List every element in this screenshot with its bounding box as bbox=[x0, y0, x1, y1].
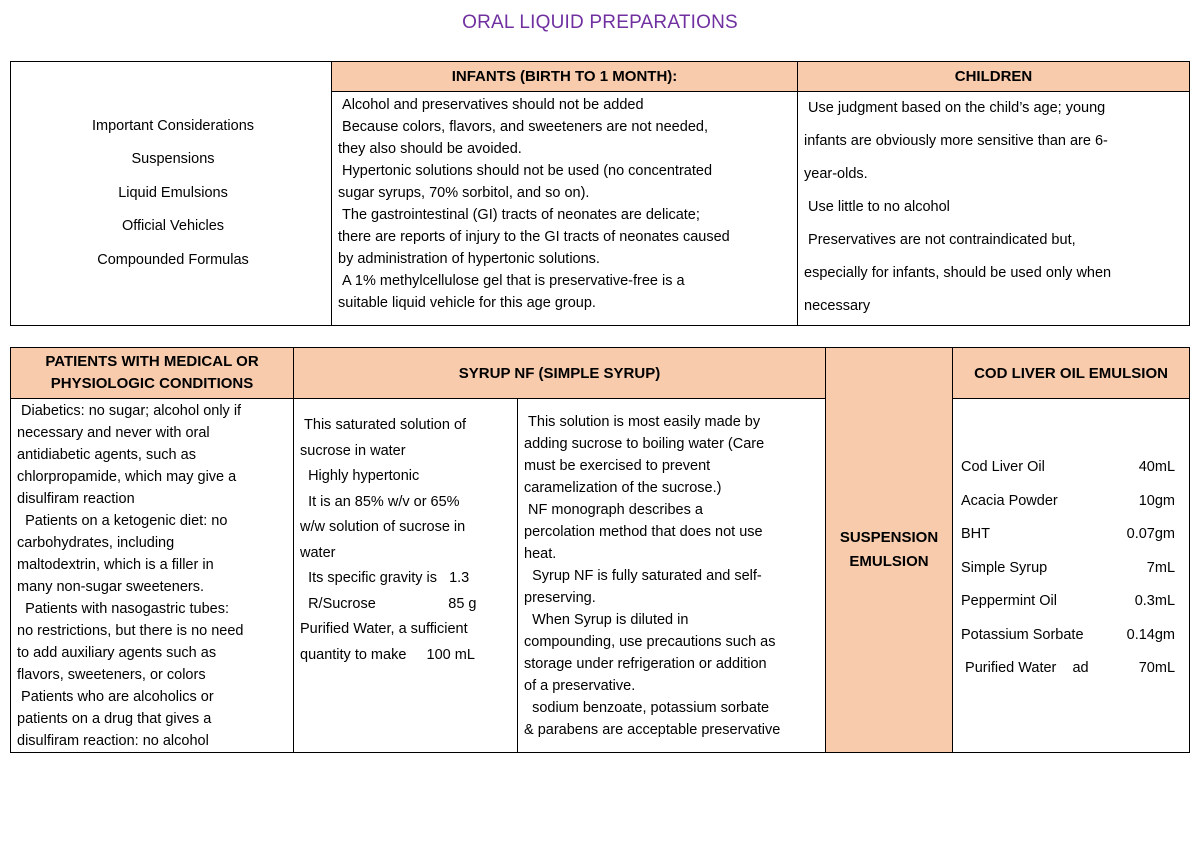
infants-line: Hypertonic solutions should not be used (no concentrated bbox=[338, 163, 713, 179]
syrup-prep-line: of a preservative. bbox=[524, 678, 636, 694]
formula-row bbox=[961, 518, 1183, 552]
formula-ingredient: Simple Syrup bbox=[961, 559, 1048, 576]
patients-line: Patients on a ketogenic diet: no bbox=[17, 513, 228, 529]
formula-amount: 0.3mL bbox=[1134, 593, 1176, 609]
infants-line: sugar syrups, 70% sorbitol, and so on). bbox=[338, 185, 590, 201]
formula-ingredient: BHT bbox=[961, 526, 991, 542]
patients-line: to add auxiliary agents such as bbox=[17, 645, 217, 661]
formula-amount: 7mL bbox=[1146, 559, 1176, 576]
considerations-table bbox=[10, 61, 1190, 326]
syrup-line: Highly hypertonic bbox=[300, 468, 420, 484]
suspension-emulsion-cell bbox=[826, 348, 953, 753]
page-title: ORAL LIQUID PREPARATIONS bbox=[462, 12, 738, 33]
patients-line: flavors, sweeteners, or colors bbox=[17, 667, 206, 683]
syrup-prep-line: percolation method that does not use bbox=[524, 524, 763, 540]
patients-header: PATIENTS WITH MEDICAL OR PHYSIOLOGIC CONDITIONS bbox=[11, 348, 294, 399]
formula-ingredient: Peppermint Oil bbox=[961, 593, 1057, 609]
syrup-line: Its specific gravity is 1.3 bbox=[300, 570, 470, 586]
patients-line: antidiabetic agents, such as bbox=[17, 447, 196, 463]
syrup-prep-line: heat. bbox=[524, 546, 557, 562]
formula-amount: 10gm bbox=[1138, 492, 1176, 509]
formula-ingredient: Acacia Powder bbox=[961, 492, 1058, 509]
cod-liver-oil-formula-cell bbox=[953, 399, 1190, 753]
syrup-preparation-cell bbox=[518, 399, 826, 753]
suspension-label: SUSPENSION bbox=[839, 529, 939, 546]
patients-line: carbohydrates, including bbox=[17, 535, 175, 551]
considerations-item: Official Vehicles bbox=[117, 218, 225, 235]
cod-liver-oil-header: COD LIVER OIL EMULSION bbox=[953, 348, 1190, 399]
formula-row bbox=[961, 485, 1183, 519]
patients-line: disulfiram reaction: no alcohol bbox=[17, 733, 209, 749]
syrup-prep-line: This solution is most easily made by bbox=[524, 414, 761, 430]
considerations-item: Liquid Emulsions bbox=[114, 184, 228, 201]
syrup-prep-line: NF monograph describes a bbox=[524, 502, 703, 518]
patients-line: disulfiram reaction bbox=[17, 491, 135, 507]
patients-line: maltodextrin, which is a filler in bbox=[17, 557, 214, 573]
formula-amount: 70mL bbox=[1138, 660, 1176, 676]
infants-line: A 1% methylcellulose gel that is preservative-free is a bbox=[338, 273, 685, 289]
syrup-line: R/Sucrose 85 g bbox=[300, 595, 477, 612]
syrup-prep-line: & parabens are acceptable preservative bbox=[524, 722, 781, 738]
patients-line: patients on a drug that gives a bbox=[17, 711, 212, 727]
patients-line: Patients who are alcoholics or bbox=[17, 689, 214, 705]
children-line: year-olds. bbox=[804, 166, 868, 182]
children-header: CHILDREN bbox=[798, 62, 1190, 92]
syrup-header: SYRUP NF (SIMPLE SYRUP) bbox=[294, 348, 826, 399]
patients-line: Patients with nasogastric tubes: bbox=[17, 601, 229, 617]
patients-line: chlorpropamide, which may give a bbox=[17, 469, 237, 485]
patients-line: necessary and never with oral bbox=[17, 425, 210, 441]
patients-line: Diabetics: no sugar; alcohol only if bbox=[17, 403, 242, 419]
infants-line: they also should be avoided. bbox=[338, 141, 522, 157]
formula-amount: 0.07gm bbox=[1126, 526, 1176, 542]
formula-table bbox=[961, 451, 1183, 686]
considerations-item: Important Considerations bbox=[87, 117, 255, 134]
children-line: Preservatives are not contraindicated but, bbox=[804, 232, 1076, 248]
infants-line: suitable liquid vehicle for this age group. bbox=[338, 295, 596, 311]
syrup-prep-line: adding sucrose to boiling water (Care bbox=[524, 436, 765, 452]
formula-row bbox=[961, 652, 1183, 686]
children-line: necessary bbox=[804, 298, 871, 314]
infants-line: there are reports of injury to the GI tracts of neonates caused bbox=[338, 229, 730, 245]
infants-cell bbox=[332, 92, 798, 326]
infants-header: INFANTS (BIRTH TO 1 MONTH): bbox=[332, 62, 798, 92]
formula-ingredient: Purified Water ad bbox=[961, 660, 1089, 676]
infants-line: by administration of hypertonic solutions. bbox=[338, 251, 600, 267]
considerations-item: Compounded Formulas bbox=[93, 251, 249, 268]
patients-line: many non-sugar sweeteners. bbox=[17, 579, 204, 595]
formula-ingredient: Potassium Sorbate bbox=[961, 626, 1084, 643]
syrup-prep-line: compounding, use precautions such as bbox=[524, 634, 776, 650]
emulsion-label: EMULSION bbox=[849, 553, 929, 570]
infants-line: Alcohol and preservatives should not be added bbox=[338, 97, 644, 113]
syrup-line: w/w solution of sucrose in bbox=[300, 519, 466, 535]
formula-ingredient: Cod Liver Oil bbox=[961, 459, 1045, 475]
syrup-line: sucrose in water bbox=[300, 442, 406, 459]
formula-row bbox=[961, 585, 1183, 619]
syrup-line: This saturated solution of bbox=[300, 417, 467, 433]
syrup-properties-cell bbox=[294, 399, 518, 753]
syrup-prep-line: storage under refrigeration or addition bbox=[524, 656, 767, 672]
formula-row bbox=[961, 552, 1183, 586]
children-line: Use little to no alcohol bbox=[804, 199, 950, 215]
syrup-table bbox=[10, 347, 1190, 753]
children-line: infants are obviously more sensitive than are 6- bbox=[804, 133, 1108, 149]
formula-amount: 40mL bbox=[1138, 459, 1176, 475]
syrup-line: quantity to make 100 mL bbox=[300, 646, 475, 663]
patients-line: no restrictions, but there is no need bbox=[17, 623, 244, 639]
syrup-prep-line: caramelization of the sucrose.) bbox=[524, 480, 722, 496]
syrup-prep-line: Syrup NF is fully saturated and self- bbox=[524, 568, 762, 584]
syrup-prep-line: preserving. bbox=[524, 590, 596, 606]
patients-cell bbox=[11, 399, 294, 753]
syrup-prep-line: sodium benzoate, potassium sorbate bbox=[524, 700, 770, 716]
children-cell bbox=[798, 92, 1190, 326]
children-line: especially for infants, should be used only when bbox=[804, 265, 1112, 281]
syrup-prep-line: When Syrup is diluted in bbox=[524, 612, 689, 628]
infants-line: The gastrointestinal (GI) tracts of neonates are delicate; bbox=[338, 207, 700, 223]
considerations-item: Suspensions bbox=[127, 151, 215, 168]
syrup-line: water bbox=[300, 544, 336, 561]
syrup-prep-line: must be exercised to prevent bbox=[524, 458, 711, 474]
syrup-line: Purified Water, a sufficient bbox=[300, 621, 468, 637]
formula-row bbox=[961, 451, 1183, 485]
infants-line: Because colors, flavors, and sweeteners are not needed, bbox=[338, 119, 708, 135]
syrup-line: It is an 85% w/v or 65% bbox=[300, 493, 460, 510]
considerations-cell bbox=[11, 62, 332, 326]
formula-row bbox=[961, 619, 1183, 653]
children-line: Use judgment based on the child’s age; young bbox=[804, 100, 1106, 116]
formula-amount: 0.14gm bbox=[1126, 626, 1176, 643]
